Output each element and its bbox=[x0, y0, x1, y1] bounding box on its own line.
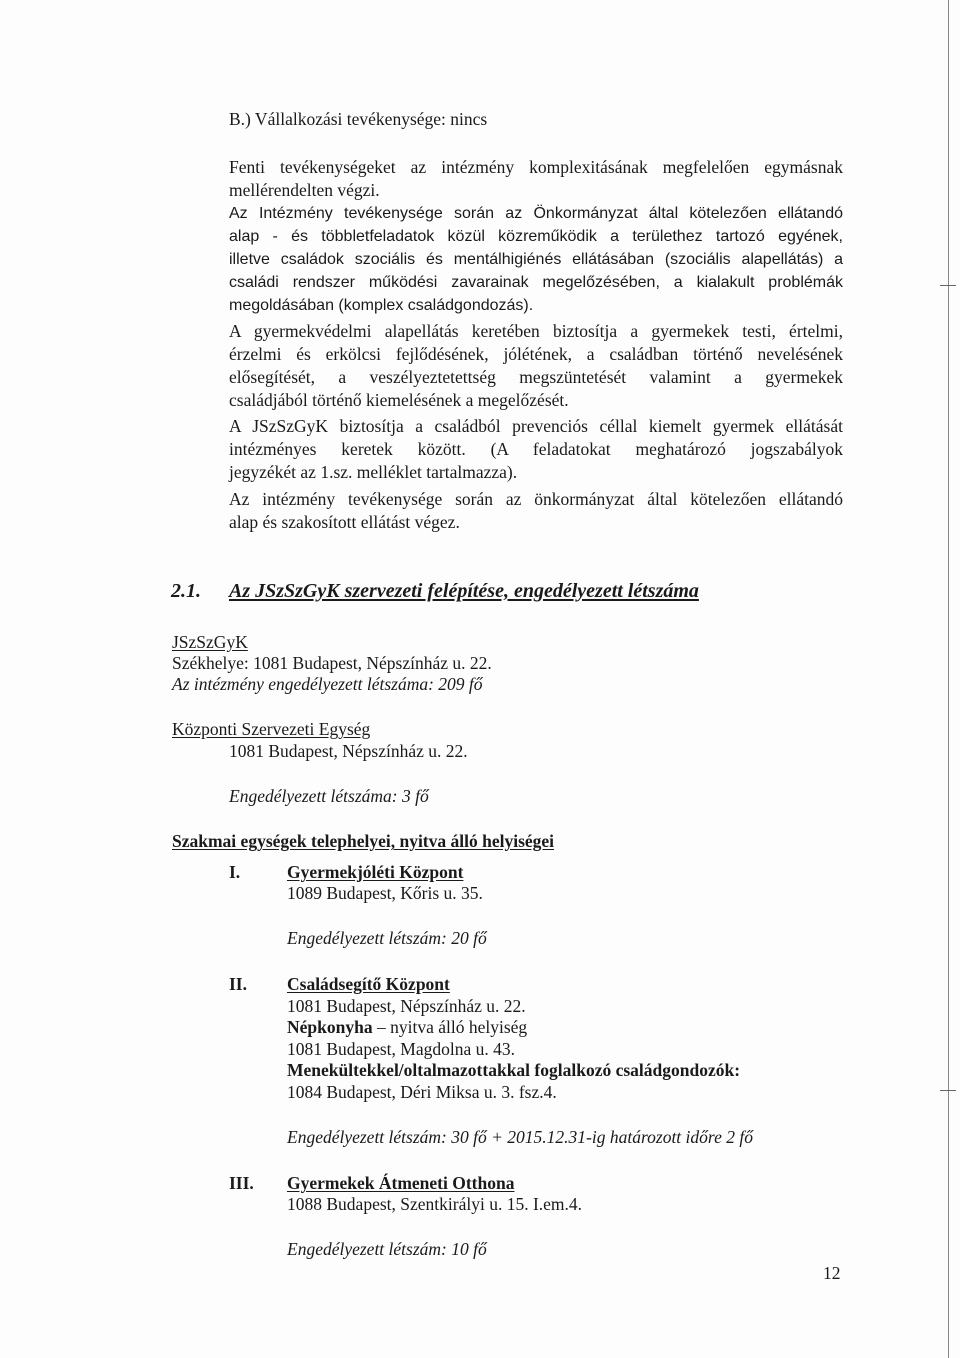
unit-1-number: I. bbox=[229, 862, 241, 882]
unit-2-refugee-address: 1084 Budapest, Déri Miksa u. 3. fsz.4. bbox=[287, 1082, 557, 1102]
central-unit-address: 1081 Budapest, Népszínház u. 22. bbox=[229, 741, 468, 761]
unit-1-address: 1089 Budapest, Kőris u. 35. bbox=[287, 883, 483, 903]
page-number: 12 bbox=[823, 1263, 841, 1283]
paragraph-1: Fenti tevékenységeket az intézmény komplexitásának megfelelően egymásnak mellérendelten végzi. bbox=[229, 157, 843, 200]
unit-2-soup-kitchen: Népkonyha – nyitva álló helyiség bbox=[287, 1017, 528, 1037]
paragraph-5: Az intézmény tevékenysége során az önkormányzat által kötelezően ellátandó alap és szakosított ellátást végez. bbox=[229, 489, 843, 532]
units-heading: Szakmai egységek telephelyei, nyitva álló helyiségei bbox=[172, 831, 555, 851]
org-name: JSzSzGyK bbox=[172, 632, 248, 652]
section-number: 2.1. bbox=[171, 580, 201, 602]
scan-mark bbox=[940, 285, 956, 286]
unit-2-address: 1081 Budapest, Népszínház u. 22. bbox=[287, 996, 526, 1016]
unit-3-number: III. bbox=[229, 1173, 254, 1193]
paragraph-4: A JSzSzGyK biztosítja a családból prevenciós céllal kiemelt gyermek ellátását intézményes keretek között. (A feladatokat meghatározó jogszabályok jegyzékét az 1.sz. melléklet tartalmazza). bbox=[229, 416, 843, 482]
section-b-heading: B.) Vállalkozási tevékenysége: nincs bbox=[229, 109, 488, 129]
unit-2-soup-kitchen-address: 1081 Budapest, Magdolna u. 43. bbox=[287, 1039, 515, 1059]
unit-2-number: II. bbox=[229, 974, 247, 994]
unit-2-name: Családsegítő Központ bbox=[287, 974, 450, 994]
unit-1-staff: Engedélyezett létszám: 20 fő bbox=[287, 928, 487, 948]
unit-3-staff: Engedélyezett létszám: 10 fő bbox=[287, 1239, 487, 1259]
paragraph-2: Az Intézmény tevékenysége során az Önkormányzat által kötelezően ellátandó alap - és többletfeladatok közül közreműködik a területhez tartozó egyének, illetve családok szociális és mentálhigiénés ellátásában (szociális alapellátás) a családi rendszer működési zavarainak megelőzésében, a kialakult problémák megoldásában (komplex családgondozás). bbox=[229, 205, 843, 314]
scan-edge-line bbox=[948, 0, 949, 1358]
central-unit-staff: Engedélyezett létszáma: 3 fő bbox=[229, 786, 429, 806]
unit-2-staff: Engedélyezett létszám: 30 fő + 2015.12.31-ig határozott időre 2 fő bbox=[287, 1127, 753, 1147]
paragraph-3: A gyermekvédelmi alapellátás keretében biztosítja a gyermekek testi, értelmi, érzelmi és erkölcsi fejlődésének, jólétének, a családban történő nevelésének elősegítését, a veszélyeztetettség megszüntetését valamint a gyermekek családjából történő kiemelésének a megelőzését. bbox=[229, 321, 843, 410]
unit-1-name: Gyermekjóléti Központ bbox=[287, 862, 464, 882]
unit-3-name: Gyermekek Átmeneti Otthona bbox=[287, 1173, 515, 1193]
org-staff: Az intézmény engedélyezett létszáma: 209 fő bbox=[172, 674, 483, 694]
unit-2-refugee-caseworkers: Menekültekkel/oltalmazottakkal foglalkozó családgondozók: bbox=[287, 1060, 741, 1080]
org-seat: Székhelye: 1081 Budapest, Népszínház u. 22. bbox=[172, 653, 492, 673]
scan-mark bbox=[940, 1090, 956, 1091]
central-unit-title: Központi Szervezeti Egység bbox=[172, 719, 371, 739]
section-title: Az JSzSzGyK szervezeti felépítése, engedélyezett létszáma bbox=[229, 580, 699, 602]
unit-3-address: 1088 Budapest, Szentkirályi u. 15. I.em.4. bbox=[287, 1194, 583, 1214]
